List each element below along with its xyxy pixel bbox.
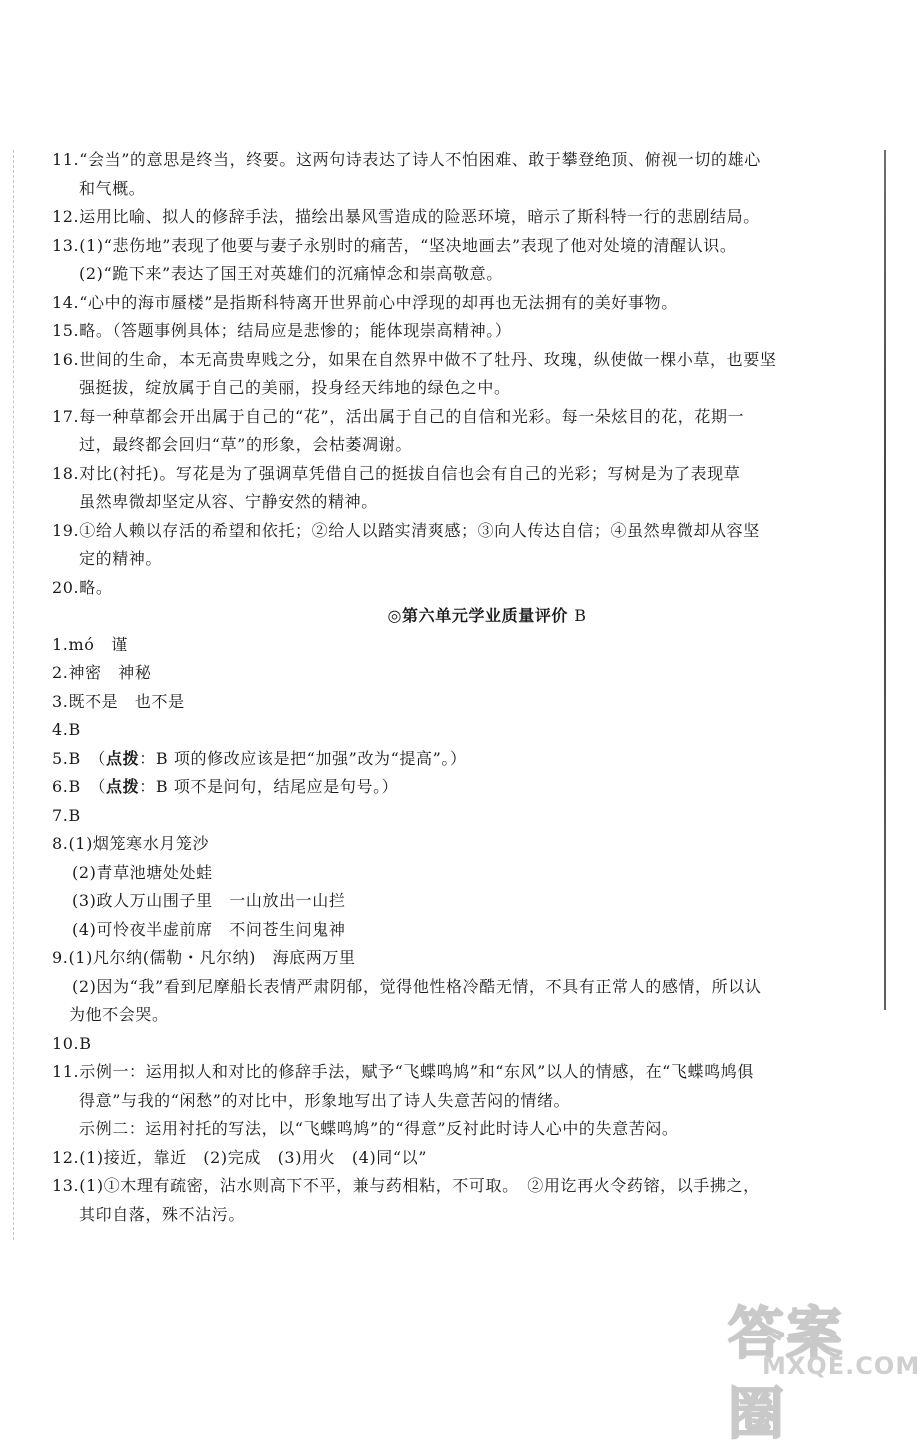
answer-line: 10.B xyxy=(52,1033,92,1053)
answer-line: (4)可怜夜半虚前席 不问苍生问鬼神 xyxy=(72,919,346,939)
answer-line: (2)“跪下来”表达了国王对英雄们的沉痛悼念和崇高敬意。 xyxy=(79,264,503,283)
note-label: 点拨 xyxy=(106,777,140,796)
answer-line: 11.“会当”的意思是终当，终要。这两句诗表达了诗人不怕困难、敢于攀登绝顶、俯视一切的雄心 xyxy=(52,150,761,169)
answer-line: 8.(1)烟笼寒水月笼沙 xyxy=(52,834,210,853)
scan-edge-shadow xyxy=(884,150,886,1010)
site-watermark xyxy=(728,1290,920,1447)
answer-line: 得意”与我的“闲愁”的对比中，形象地写出了诗人失意苦闷的情绪。 xyxy=(79,1090,571,1110)
answer-line: 和气概。 xyxy=(79,178,146,198)
answer-line: 示例二：运用衬托的写法，以“飞蝶鸣鸠”的“得意”反衬此时诗人心中的失意苦闷。 xyxy=(79,1119,679,1138)
answer-line: 19.①给人赖以存活的希望和依托；②给人以踏实清爽感；③向人传达自信；④虽然卑微却从容坚 xyxy=(52,520,760,540)
section-heading-text: ◎第六单元学业质量评价 xyxy=(387,606,569,625)
answer-line: 2.神密 神秘 xyxy=(52,663,152,682)
binding-margin-line xyxy=(13,150,15,1240)
watermark-url: MXQE.COM xyxy=(762,1352,920,1380)
answer-line: 强挺拔，绽放属于自己的美丽，投身经天纬地的绿色之中。 xyxy=(79,378,511,397)
section-heading-suffix: B xyxy=(574,606,587,625)
note-text: ：B 项不是问句，结尾应是句号。） xyxy=(139,777,399,796)
answer-line: 13.(1)“悲伤地”表现了他要与妻子永别时的痛苦，“坚决地画去”表现了他对处境的清醒认识。 xyxy=(52,235,737,255)
note-label: 点拨 xyxy=(106,748,140,768)
answer-line: 3.既不是 也不是 xyxy=(52,691,185,711)
answer-line-with-note xyxy=(52,745,792,774)
answer-line: 虽然卑微却坚定从容、宁静安然的精神。 xyxy=(79,492,378,511)
answer-line: 17.每一种草都会开出属于自己的“花”，活出属于自己的自信和光彩。每一朵炫目的花，花期一 xyxy=(52,406,745,426)
answer-prefix: 5.B （ xyxy=(52,748,107,768)
section-heading xyxy=(52,602,792,631)
answer-line: 16.世间的生命，本无高贵卑贱之分，如果在自然界中做不了牡丹、玫瑰，纵使做一棵小草，也要坚 xyxy=(52,349,777,369)
answer-line: (3)政人万山围子里 一山放出一山拦 xyxy=(72,891,346,910)
answer-line: 18.对比(衬托)。写花是为了强调草凭借自己的挺拔自信也会有自己的光彩；写树是为了表现草 xyxy=(52,463,741,483)
answer-text-block xyxy=(52,146,792,1229)
answer-line: 20.略。 xyxy=(52,577,113,597)
answer-line: 13.(1)①木理有疏密，沾水则高下不平，兼与药相粘，不可取。 ②用讫再火令药镕，以手拂之， xyxy=(52,1176,760,1195)
answer-line: 9.(1)凡尔纳(儒勒・凡尔纳) 海底两万里 xyxy=(52,948,356,967)
answer-line: 11.示例一：运用拟人和对比的修辞手法，赋予“飞蝶鸣鸠”和“东风”以人的情感，在“飞蝶鸣鸠俱 xyxy=(52,1062,754,1081)
answer-line-with-note xyxy=(52,773,792,802)
answer-line: 12.运用比喻、拟人的修辞手法，描绘出暴风雪造成的险恶环境，暗示了斯科特一行的悲剧结局。 xyxy=(52,207,760,226)
answer-line: 15.略。（答题事例具体；结局应是悲惨的；能体现崇高精神。） xyxy=(52,321,512,340)
answer-line: (2)青草池塘处处蛙 xyxy=(72,862,213,882)
answer-line: 为他不会哭。 xyxy=(69,1005,169,1024)
answer-prefix: 6.B （ xyxy=(52,777,107,796)
answer-line: 定的精神。 xyxy=(79,549,163,568)
answer-line: 14.“心中的海市蜃楼”是指斯科特离开世界前心中浮现的却再也无法拥有的美好事物。 xyxy=(52,292,678,312)
answer-line: 4.B xyxy=(52,720,81,739)
answer-line: 7.B xyxy=(52,805,81,825)
answer-line: 1.mó 谨 xyxy=(52,634,128,654)
answer-line: 过，最终都会回归“草”的形象，会枯萎凋谢。 xyxy=(79,435,412,454)
answer-line: 12.(1)接近，靠近 (2)完成 (3)用火 (4)同“以” xyxy=(52,1147,428,1167)
answer-line: (2)因为“我”看到尼摩船长表情严肃阴郁，觉得他性格冷酷无情，不具有正常人的感情，所以认 xyxy=(72,976,762,996)
answer-line: 其印自落，殊不沾污。 xyxy=(79,1204,246,1224)
note-text: ：B 项的修改应该是把“加强”改为“提高”。） xyxy=(139,748,467,768)
watermark-logo-text: 答案圈 xyxy=(728,1302,844,1447)
